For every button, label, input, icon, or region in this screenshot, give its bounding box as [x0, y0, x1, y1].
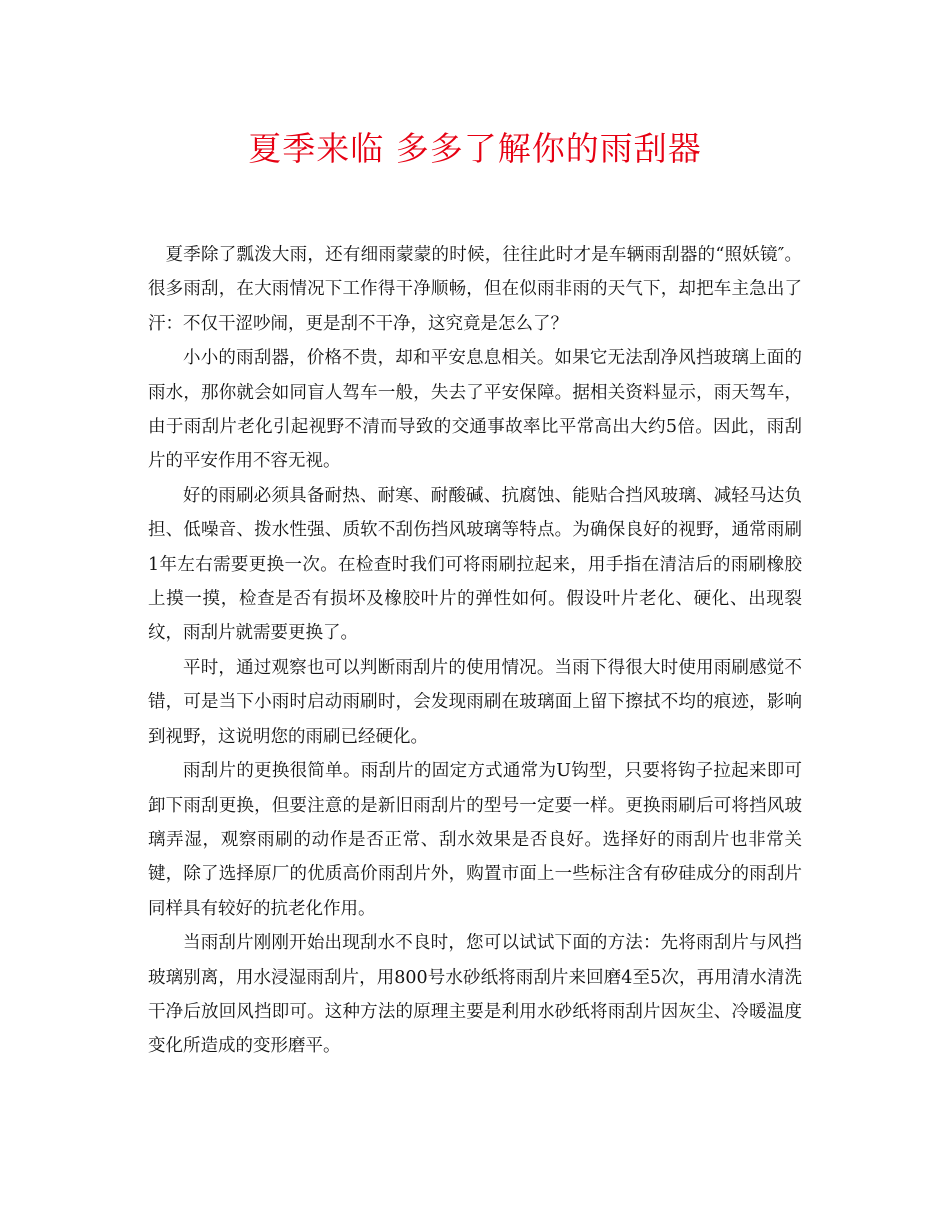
- paragraph-5: 雨刮片的更换很简单。雨刮片的固定方式通常为U钩型，只要将钩子拉起来即可卸下雨刮更换，但要注意的是新旧雨刮片的型号一定要一样。更换雨刷后可将挡风玻璃弄湿，观察雨刷的动作是否正常、刮水效果是否良好。选择好的雨刮片也非常关键，除了选择原厂的优质高价雨刮片外，购置市面上一些标注含有矽硅成分的雨刮片同样具有较好的抗老化作用。: [148, 761, 802, 919]
- document-body: [148, 238, 802, 1064]
- document-title: 夏季来临 多多了解你的雨刮器: [248, 129, 702, 168]
- paragraph-4: 平时，通过观察也可以判断雨刮片的使用情况。当雨下得很大时使用雨刷感觉不错，可是当下小雨时启动雨刷时，会发现雨刷在玻璃面上留下擦拭不均的痕迹，影响到视野，这说明您的雨刷已经硬化。: [148, 657, 802, 747]
- paragraph-6: 当雨刮片刚刚开始出现刮水不良时，您可以试试下面的方法：先将雨刮片与风挡玻璃别离，用水浸湿雨刮片，用800号水砂纸将雨刮片来回磨4至5次，再用清水清洗干净后放回风挡即可。这种方法的原理主要是利用水砂纸将雨刮片因灰尘、冷暖温度变化所造成的变形磨平。: [148, 933, 802, 1057]
- paragraph-2: 小小的雨刮器，价格不贵，却和平安息息相关。如果它无法刮净风挡玻璃上面的雨水，那你就会如同盲人驾车一般，失去了平安保障。据相关资料显示，雨天驾车，由于雨刮片老化引起视野不清而导致的交通事故率比平常高出大约5倍。因此，雨刮片的平安作用不容无视。: [148, 348, 802, 472]
- paragraph-3: 好的雨刷必须具备耐热、耐寒、耐酸碱、抗腐蚀、能贴合挡风玻璃、减轻马达负担、低噪音、拨水性强、质软不刮伤挡风玻璃等特点。为确保良好的视野，通常雨刷1年左右需要更换一次。在检查时我们可将雨刷拉起来，用手指在清洁后的雨刷橡胶上摸一摸，检查是否有损坏及橡胶叶片的弹性如何。假设叶片老化、硬化、出现裂纹，雨刮片就需要更换了。: [148, 485, 802, 644]
- paragraph-1: 夏季除了瓢泼大雨，还有细雨蒙蒙的时候，往往此时才是车辆雨刮器的“照妖镜″。很多雨刮，在大雨情况下工作得干净顺畅，但在似雨非雨的天气下，却把车主急出了汗：不仅干涩吵闹，更是刮不干净，这究竟是怎么了？: [148, 245, 802, 334]
